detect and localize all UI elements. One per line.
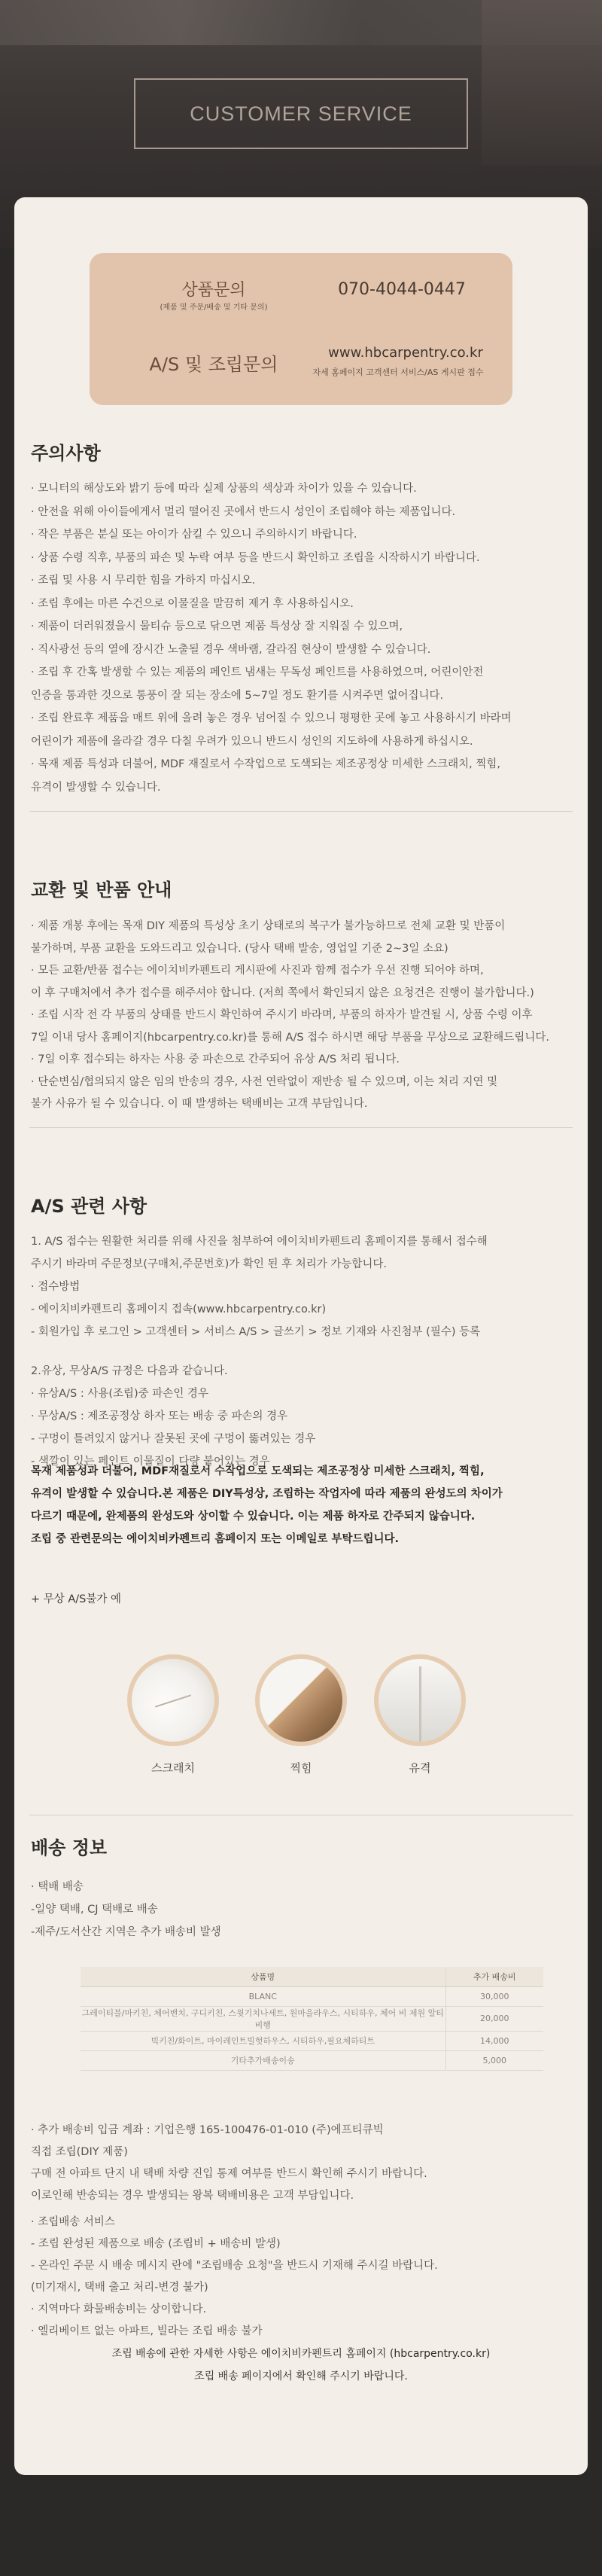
contact-box <box>90 253 512 405</box>
text-line: · 조립 완료후 제품을 매트 위에 올려 놓은 경우 넘어질 수 있으니 평평한 곳에 놓고 사용하시기 바라며 <box>31 712 512 724</box>
text-line: · 안전을 위해 아이들에게서 멀리 떨어진 곳에서 반드시 성인이 조립해야 하는 제품입니다. <box>31 505 456 518</box>
footer-line-1: 조립 배송에 관한 자세한 사항은 에이치비카펜트리 홈페이지 (hbcarpentry.co.kr) <box>111 2348 491 2360</box>
text-line: 직접 조립(DIY 제품) <box>31 2146 128 2158</box>
caution-title: 주의사항 <box>31 443 101 464</box>
shipping-fee-table <box>81 1967 543 2071</box>
phone-inquiry-sublabel: (제품 및 주문/배송 및 기타 문의) <box>160 303 268 312</box>
text-line: 목재 제품성과 더불어, MDF재질로서 수작업으로 도색되는 제조공정상 미세한 스크래치, 찍힘, <box>31 1465 485 1477</box>
gap-caption: 유격 <box>409 1761 431 1775</box>
text-line: · 목재 제품 특성과 더불어, MDF 재질로서 수작업으로 도색되는 제조공정상 미세한 스크래치, 찍힘, <box>31 758 501 770</box>
gap-example-image <box>374 1654 466 1746</box>
delivery-title: 배송 정보 <box>31 1837 108 1858</box>
text-line: · 모니터의 해상도와 밝기 등에 따라 실제 상품의 색상과 차이가 있을 수 있습니다. <box>31 483 417 495</box>
website-link[interactable]: www.hbcarpentry.co.kr <box>328 345 483 361</box>
table-cell-fee: 20,000 <box>445 2006 543 2031</box>
table-header-fee: 추가 배송비 <box>445 1967 543 1986</box>
text-line: · 무상A/S : 제조공정상 하자 또는 배송 중 파손의 경우 <box>31 1410 288 1422</box>
exchange-title: 교환 및 반품 안내 <box>31 879 172 901</box>
text-line: · 단순변심/협의되지 않은 임의 반송의 경우, 사전 연락없이 재반송 될 수 있으며, 이는 처리 지연 및 <box>31 1075 498 1088</box>
table-cell-product: 기타추가배송이송 <box>81 2050 445 2070</box>
text-line: · 7일 이후 접수되는 하자는 사용 중 파손으로 간주되어 유상 A/S 처리 됩니다. <box>31 1053 400 1065</box>
text-line: - 온라인 주문 시 배송 메시지 란에 "조립배송 요청"을 반드시 기재해 주시길 바랍니다. <box>31 2260 438 2272</box>
phone-number[interactable]: 070-4044-0447 <box>338 280 466 299</box>
table-header-row <box>81 1967 543 1986</box>
as-title: A/S 관련 사항 <box>31 1196 147 1217</box>
text-line: · 택배 배송 <box>31 1881 84 1893</box>
text-line: -제주/도서산간 지역은 추가 배송비 발생 <box>31 1926 221 1938</box>
hero-title-frame <box>134 78 468 149</box>
text-line: · 조립 후에는 마른 수건으로 이물질을 말끔히 제거 후 사용하십시오. <box>31 597 354 610</box>
text-line: 7일 이내 당사 홈페이지(hbcarpentry.co.kr)를 통해 A/S 접수 하시면 해당 부품을 무상으로 교환해드립니다. <box>31 1031 549 1044</box>
table-cell-fee: 5,000 <box>445 2050 543 2070</box>
text-line: 조립 중 관련문의는 에이치비카펜트리 홈페이지 또는 이메일로 부탁드립니다. <box>31 1533 400 1545</box>
table-cell-fee: 14,000 <box>445 2031 543 2050</box>
section-divider <box>29 1127 573 1128</box>
text-line: · 제품이 더러워졌을시 물티슈 등으로 닦으면 제품 특성상 잘 지워질 수 있으며, <box>31 620 403 633</box>
table-cell-product: BLANC <box>81 1986 445 2006</box>
table-cell-product: 그레이티블/마키친, 체어밴치, 구디키친, 스윗기치나세트, 원마을라우스, 시티하우, 체어 비 제원 알티비행 <box>81 2006 445 2031</box>
text-line: · 조립 후 간혹 발생할 수 있는 제품의 페인트 냄새는 무독성 페인트를 사용하였으며, 어린이안전 <box>31 666 484 678</box>
chip-caption: 찍힘 <box>290 1761 312 1775</box>
content-card <box>14 197 588 2475</box>
text-line: · 조립배송 서비스 <box>31 2216 115 2228</box>
scratch-example-image <box>127 1654 219 1746</box>
text-line: - 색깔이 있는 페인트 이물질이 다량 붙어있는 경우 <box>31 1456 270 1468</box>
text-line: -일양 택배, CJ 택배로 배송 <box>31 1904 158 1916</box>
text-line: 2.유상, 무상A/S 규정은 다음과 같습니다. <box>31 1365 228 1377</box>
text-line: 인증을 통과한 것으로 통풍이 잘 되는 장소에 5~7일 정도 환기를 시켜주면 없어집니다. <box>31 689 444 702</box>
table-cell-product: 빅키친/화이트, 마이레인트빌헛하우스, 시티하우,필요체하티트 <box>81 2031 445 2050</box>
text-line: · 직사광선 등의 열에 장시간 노출될 경우 색바램, 갈라짐 현상이 발생할 수 있습니다. <box>31 643 431 656</box>
chip-example-image <box>255 1654 347 1746</box>
section-divider <box>29 811 573 812</box>
text-line: · 엘리베이트 없는 아파트, 빌라는 조립 배송 불가 <box>31 2325 263 2337</box>
text-line: 1. A/S 접수는 원활한 처리를 위해 사진을 첨부하여 에이치비카펜트리 홈페이지를 통해서 접수해 <box>31 1236 488 1248</box>
website-sublabel: 자세 홈페이지 고객센터 서비스/AS 게시판 접수 <box>312 367 484 377</box>
text-line: · 조립 시작 전 각 부품의 상태를 반드시 확인하여 주시기 바라며, 부품의 하자가 발견될 시, 상품 수령 이후 <box>31 1009 533 1021</box>
text-line: · 접수방법 <box>31 1281 81 1293</box>
text-line: · 제품 개봉 후에는 목재 DIY 제품의 특성상 초기 상태로의 복구가 불가능하므로 전체 교환 및 반품이 <box>31 920 506 932</box>
hero-background-furniture <box>482 0 602 166</box>
text-line: · 작은 부품은 분실 또는 아이가 삼킬 수 있으니 주의하시기 바랍니다. <box>31 529 357 541</box>
text-line: - 조립 완성된 제품으로 배송 (조립비 + 배송비 발생) <box>31 2238 281 2250</box>
text-line: · 조립 및 사용 시 무리한 힘을 가하지 마십시오. <box>31 575 256 587</box>
text-line: - 구멍이 틀려있지 않거나 잘못된 곳에 구멍이 뚫려있는 경우 <box>31 1433 316 1445</box>
text-line: 어린이가 제품에 올라갈 경우 다칠 우려가 있으니 반드시 성인의 지도하에 사용하게 하십시오. <box>31 735 473 748</box>
text-line: · 상품 수령 직후, 부품의 파손 및 누락 여부 등을 반드시 확인하고 조립을 시작하시기 바랍니다. <box>31 551 480 564</box>
text-line: 구매 전 아파트 단지 내 택배 차량 진입 통제 여부를 반드시 확인해 주시기 바랍니다. <box>31 2168 427 2180</box>
text-line: 이로인해 반송되는 경우 발생되는 왕복 택배비용은 고객 부담입니다. <box>31 2190 354 2202</box>
text-line: - 회원가입 후 로그인 > 고객센터 > 서비스 A/S > 글쓰기 > 정보 기재와 사진첨부 (필수) 등록 <box>31 1326 481 1338</box>
as-inquiry-label: A/S 및 조립문의 <box>149 354 278 375</box>
text-line: · 모든 교환/반품 접수는 에이치비카펜트리 게시판에 사진과 함께 접수가 우선 진행 되어야 하며, <box>31 965 484 977</box>
scratch-caption: 스크래치 <box>151 1761 195 1775</box>
text-line: · 유상A/S : 사용(조립)중 파손인 경우 <box>31 1388 208 1400</box>
text-line: 불가 사유가 될 수 있습니다. 이 때 발생하는 택배비는 고객 부담입니다. <box>31 1098 368 1110</box>
table-row <box>81 2031 543 2050</box>
text-line: (미기재시, 택배 출고 처리-변경 불가) <box>31 2282 208 2294</box>
text-line: 주시기 바라며 주문정보(구매처,주문번호)가 확인 된 후 처리가 가능합니다. <box>31 1258 388 1270</box>
text-line: 이 후 구매처에서 추가 접수를 해주셔야 합니다. (저희 쪽에서 확인되지 않은 요청건은 진행이 불가합니다.) <box>31 986 534 999</box>
text-line: 다르기 때문에, 완제품의 완성도와 상이할 수 있습니다. 이는 제품 하자로 간주되지 않습니다. <box>31 1511 476 1523</box>
table-cell-fee: 30,000 <box>445 1986 543 2006</box>
text-line: 불가하며, 부품 교환을 도와드리고 있습니다. (당사 택배 발송, 영업일 기준 2~3일 소요) <box>31 942 448 955</box>
table-header-product: 상품명 <box>81 1967 445 1986</box>
text-line: 유격이 발생할 수 있습니다.본 제품은 DIY특성상, 조립하는 작업자에 따라 제품의 완성도의 차이가 <box>31 1488 503 1500</box>
text-line: 유격이 발생할 수 있습니다. <box>31 781 161 794</box>
as-examples-label: + 무상 A/S불가 예 <box>31 1593 122 1605</box>
phone-inquiry-label: 상품문의 <box>181 281 246 300</box>
footer-line-2: 조립 배송 페이지에서 확인해 주시기 바랍니다. <box>194 2370 408 2382</box>
table-row <box>81 1986 543 2006</box>
text-line: - 에이치비카펜트리 홈페이지 접속(www.hbcarpentry.co.kr) <box>31 1303 327 1315</box>
text-line: · 지역마다 화물배송비는 상이합니다. <box>31 2303 207 2315</box>
page-title: CUSTOMER SERVICE <box>190 102 412 125</box>
table-row <box>81 2006 543 2031</box>
table-row <box>81 2050 543 2070</box>
text-line: · 추가 배송비 입금 계좌 : 기업은행 165-100476-01-010 (주)에프티큐빅 <box>31 2124 384 2136</box>
